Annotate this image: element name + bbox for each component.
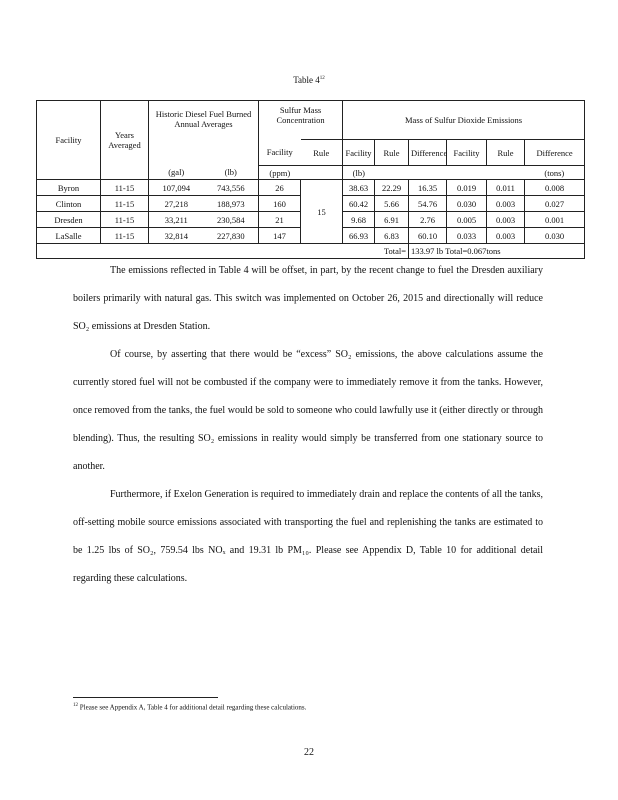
- unit-ppm: (ppm): [259, 166, 301, 180]
- footnote-text: Please see Appendix A, Table 4 for additional detail regarding these calculations.: [79, 703, 307, 712]
- caption-footnote-ref: 12: [319, 76, 325, 81]
- subheader-difference-lb: Difference: [409, 140, 447, 166]
- row-diff-lb: 54.76: [409, 196, 447, 212]
- row-rule-lb: 5.66: [375, 196, 409, 212]
- header-sulfur: Sulfur Mass Concentration: [259, 101, 343, 140]
- paragraph-1: The emissions reflected in Table 4 will be offset, in part, by the recent change to fuel the Dresden auxiliary boilers primarily with natural gas. This switch was implemented on October 26, 2015 and directionally will reduce SO₂ emissions at Dresden Station.: [73, 265, 543, 332]
- row-facility: LaSalle: [37, 228, 101, 244]
- unit-lb-mass: (lb): [343, 166, 375, 180]
- footnote: [73, 703, 306, 711]
- row-years: 11-15: [101, 196, 149, 212]
- row-fac-lb: 9.68: [343, 212, 375, 228]
- row-fac-lb: 66.93: [343, 228, 375, 244]
- row-rule-tons: 0.011: [487, 180, 525, 196]
- total-label: Total=: [37, 244, 409, 259]
- row-lb: 227,830: [204, 228, 259, 244]
- footnote-divider: [73, 697, 218, 698]
- subheader-rule: Rule: [301, 140, 343, 166]
- row-rule-tons: 0.003: [487, 212, 525, 228]
- paragraph-3: Furthermore, if Exelon Generation is required to immediately drain and replace the contents of all the tanks, off-setting mobile source emissions associated with transporting the fuel and replenishing the tanks are estimated to be 1.25 lbs of SO₂, 759.54 lbs NOₓ and 19.31 lb PM₁₀. Please see Appendix D, Table 10 for additional detail regarding these calculations.: [73, 489, 543, 584]
- row-rule-lb: 6.91: [375, 212, 409, 228]
- total-tons: Total=0.067tons: [445, 246, 501, 256]
- row-facility: Clinton: [37, 196, 101, 212]
- header-mass: Mass of Sulfur Dioxide Emissions: [343, 101, 585, 140]
- row-facility: Byron: [37, 180, 101, 196]
- row-fac-tons: 0.033: [447, 228, 487, 244]
- row-rule-tons: 0.003: [487, 196, 525, 212]
- row-diff-tons: 0.001: [525, 212, 585, 228]
- row-lb: 743,556: [204, 180, 259, 196]
- unit-gal: (gal): [149, 166, 204, 180]
- subheader-facility-lb: Facility: [343, 140, 375, 166]
- paragraph-2: Of course, by asserting that there would be “excess” SO₂ emissions, the above calculations assume the currently stored fuel will not be combusted if the company were to immediately remove it from the tanks. However, once removed from the tanks, the fuel would be sold to someone who could lawfully use it (either directly or through blending). Thus, the resulting SO₂ emissions in reality would simply be transferred from one stationary source to another.: [73, 349, 543, 472]
- subheader-difference-tons: Difference: [525, 140, 585, 166]
- row-gal: 32,814: [149, 228, 204, 244]
- row-lb: 188,973: [204, 196, 259, 212]
- row-years: 11-15: [101, 180, 149, 196]
- row-gal: 27,218: [149, 196, 204, 212]
- row-gal: 107,094: [149, 180, 204, 196]
- row-fac-lb: 38.63: [343, 180, 375, 196]
- row-ppm: 26: [259, 180, 301, 196]
- row-diff-tons: 0.030: [525, 228, 585, 244]
- subheader-facility-tons: Facility: [447, 140, 487, 166]
- row-fac-tons: 0.030: [447, 196, 487, 212]
- emissions-table: [36, 100, 585, 259]
- row-diff-lb: 2.76: [409, 212, 447, 228]
- header-facility: Facility: [37, 101, 101, 180]
- row-fac-tons: 0.005: [447, 212, 487, 228]
- row-rule-tons: 0.003: [487, 228, 525, 244]
- rule-ppm-value: 15: [317, 206, 326, 217]
- row-fac-tons: 0.019: [447, 180, 487, 196]
- row-fac-lb: 60.42: [343, 196, 375, 212]
- unit-lb: (lb): [204, 166, 259, 180]
- row-years: 11-15: [101, 228, 149, 244]
- rule-ppm: [301, 180, 343, 244]
- row-diff-tons: 0.027: [525, 196, 585, 212]
- header-years: Years Averaged: [101, 101, 149, 180]
- header-fuel: Historic Diesel Fuel Burned Annual Averages: [149, 101, 259, 166]
- subheader-facility: Facility: [259, 140, 301, 166]
- row-gal: 33,211: [149, 212, 204, 228]
- body-text: [73, 257, 543, 593]
- row-diff-lb: 16.35: [409, 180, 447, 196]
- footnote-ref: 12: [73, 703, 78, 708]
- row-ppm: 160: [259, 196, 301, 212]
- row-years: 11-15: [101, 212, 149, 228]
- row-ppm: 21: [259, 212, 301, 228]
- table-row: [37, 180, 585, 196]
- row-facility: Dresden: [37, 212, 101, 228]
- caption-number: 4: [315, 75, 320, 85]
- caption-label: Table: [293, 75, 314, 85]
- row-rule-lb: 22.29: [375, 180, 409, 196]
- row-diff-lb: 60.10: [409, 228, 447, 244]
- row-lb: 230,584: [204, 212, 259, 228]
- row-diff-tons: 0.008: [525, 180, 585, 196]
- unit-tons: (tons): [525, 166, 585, 180]
- subheader-rule-tons: Rule: [487, 140, 525, 166]
- row-rule-lb: 6.83: [375, 228, 409, 244]
- total-lb: 133.97 lb: [411, 246, 444, 256]
- subheader-rule-lb: Rule: [375, 140, 409, 166]
- row-ppm: 147: [259, 228, 301, 244]
- page-number: 22: [304, 747, 314, 758]
- table-caption: [0, 75, 618, 85]
